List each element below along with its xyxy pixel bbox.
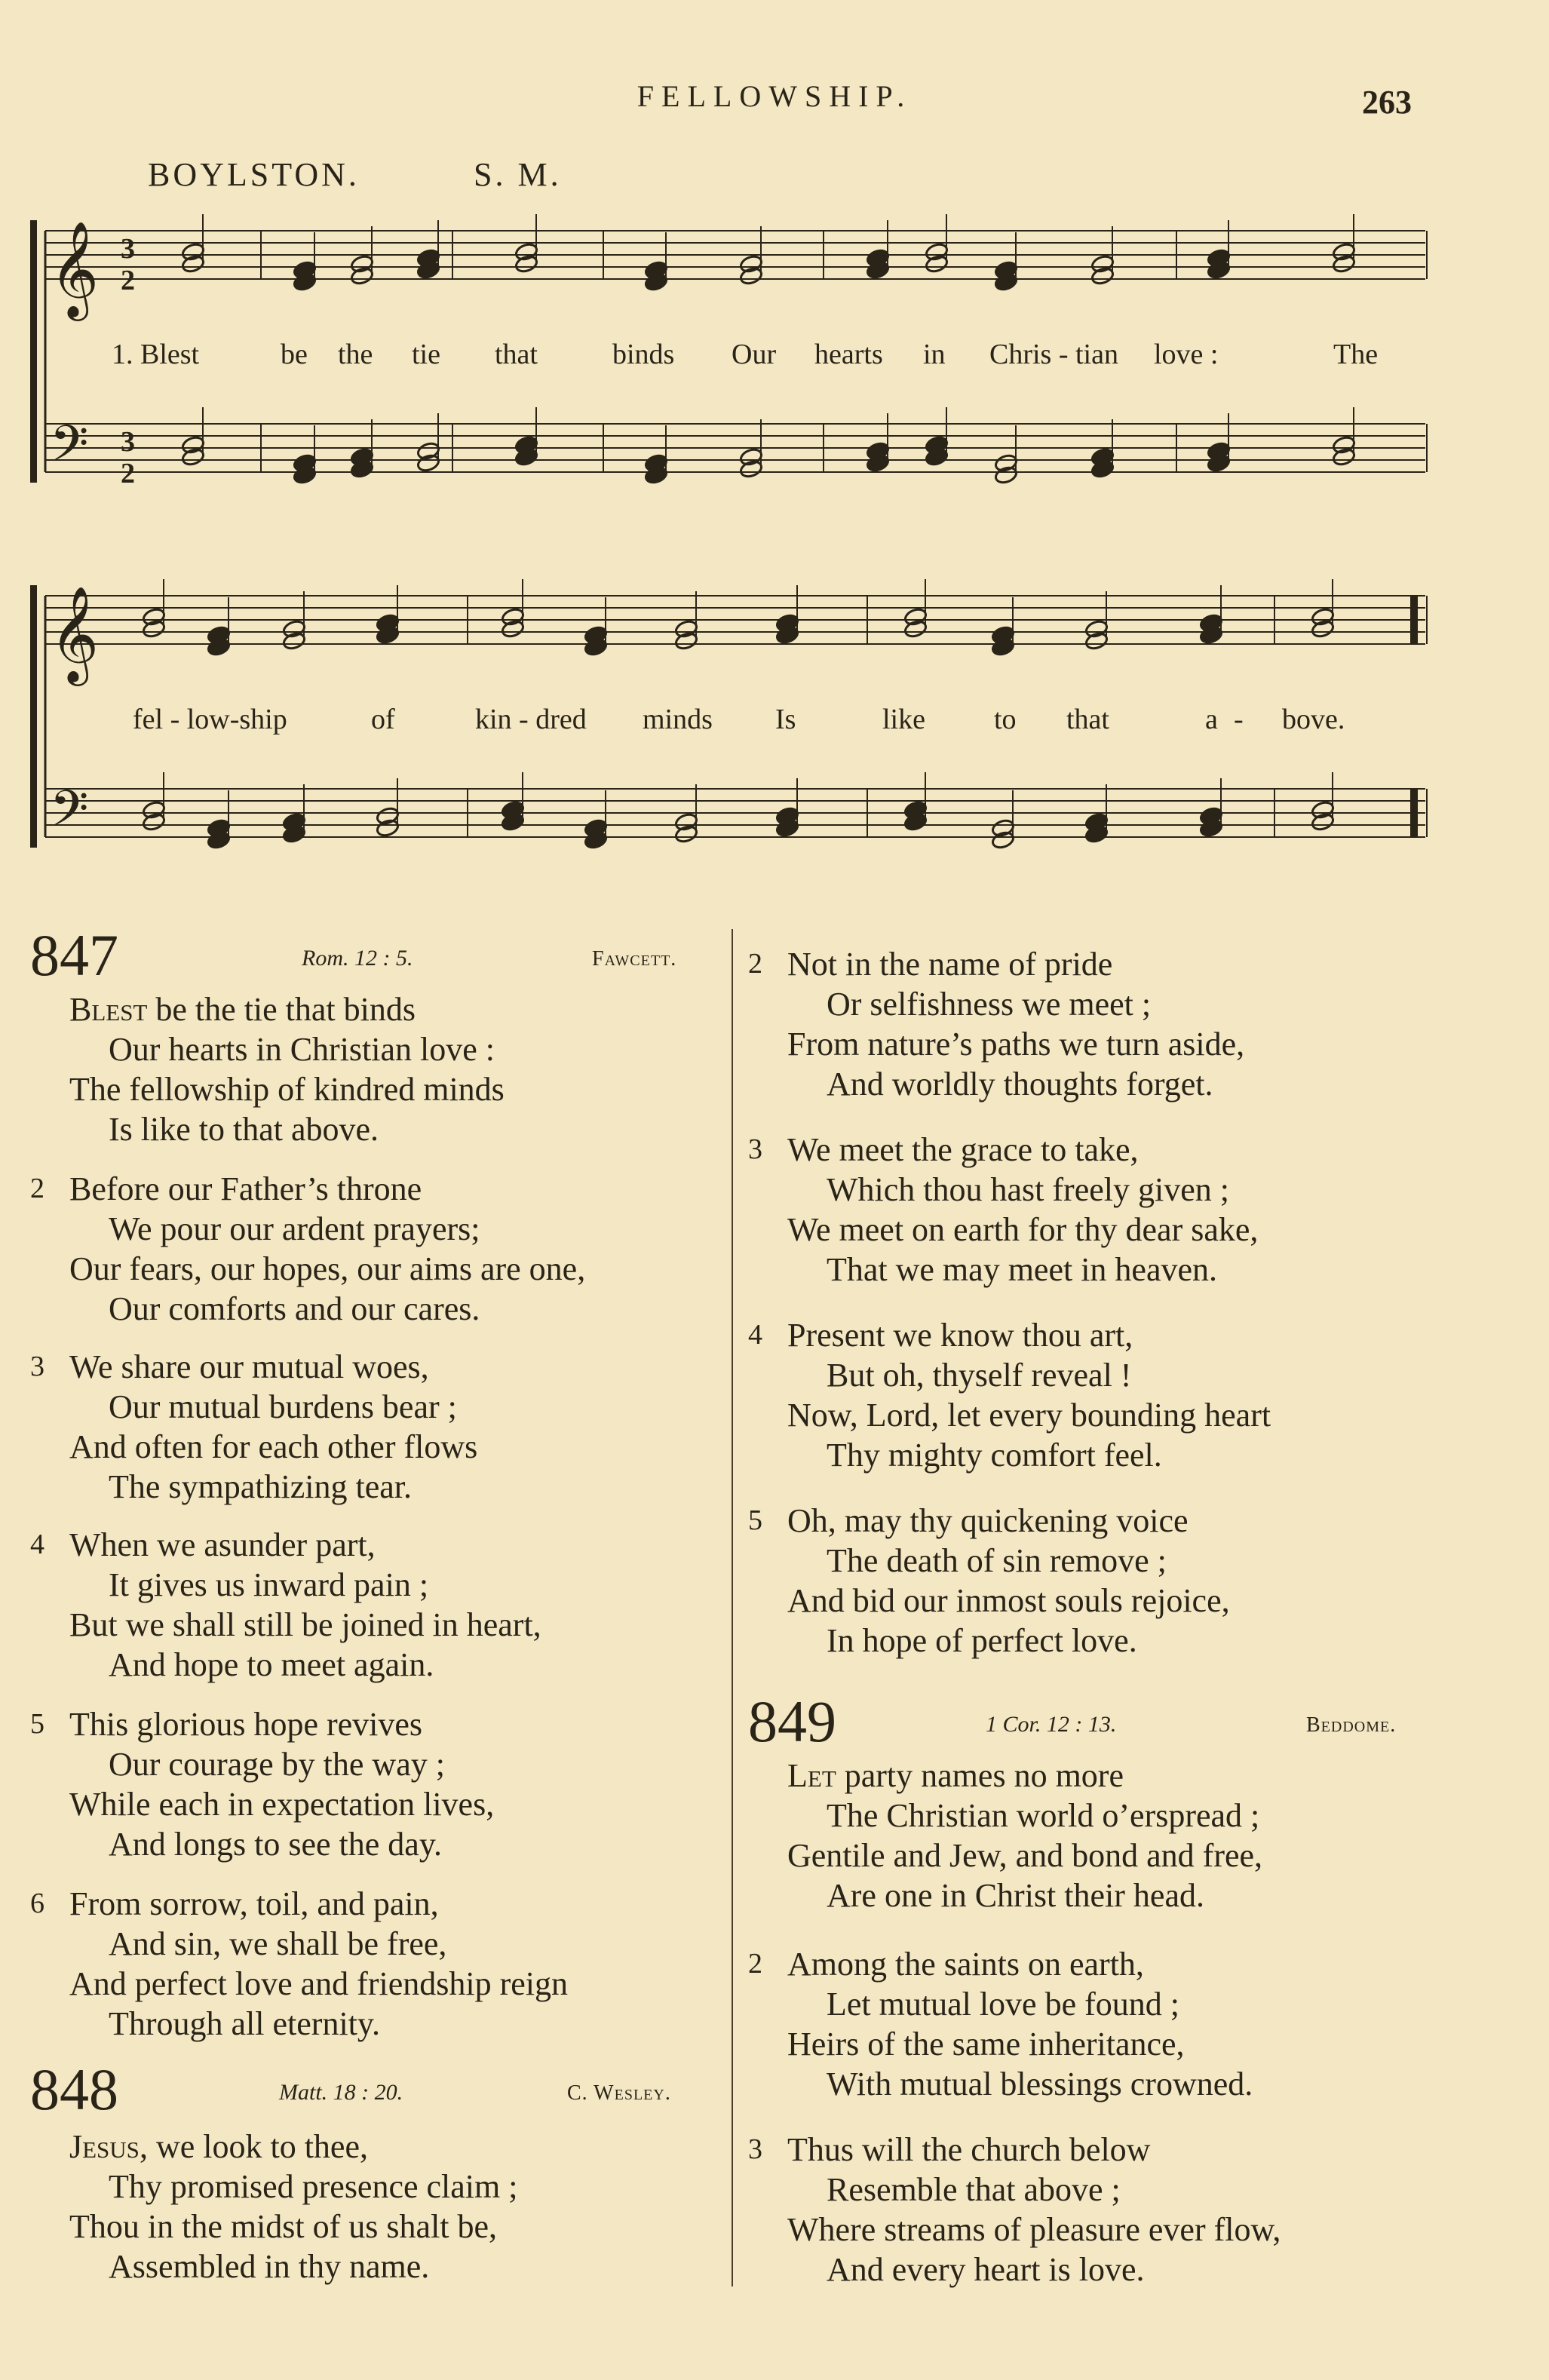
- verse-line: Thy mighty comfort feel.: [827, 1437, 1162, 1474]
- verse-847-6: [69, 1884, 568, 2044]
- verse-number: 3: [30, 1351, 44, 1382]
- verse-first-word: Blest: [69, 991, 148, 1028]
- verse-line: Now, Lord, let every bounding heart: [787, 1397, 1271, 1434]
- verse-line: But oh, thyself reveal !: [827, 1357, 1132, 1394]
- lyric-syllable: fel - low-ship: [133, 704, 287, 735]
- lyric-syllable: love :: [1154, 339, 1219, 370]
- verse-848-3: [787, 1130, 1258, 1290]
- verse-line: This glorious hope revives: [69, 1706, 423, 1743]
- verse-line: The fellowship of kindred minds: [69, 1071, 505, 1108]
- scripture-reference: Matt. 18 : 20.: [279, 2080, 403, 2105]
- verse-line: Which thou hast freely given ;: [827, 1171, 1229, 1208]
- lyric-syllable: 1. Blest: [112, 339, 200, 370]
- lyric-syllable: binds: [612, 339, 675, 370]
- verse-number: 5: [30, 1708, 44, 1740]
- verse-line: Heirs of the same inheritance,: [787, 2026, 1185, 2063]
- verse-line: And sin, we shall be free,: [109, 1925, 447, 1962]
- verse-848-1: [69, 2127, 517, 2286]
- verse-849-2: [787, 1944, 1253, 2104]
- lyrics-line-1: [112, 339, 1378, 370]
- verse-line: Our comforts and our cares.: [109, 1290, 480, 1327]
- lyric-syllable: a: [1205, 704, 1218, 735]
- lyric-syllable: in: [923, 339, 946, 370]
- column-divider: [732, 929, 733, 2286]
- page-number: 263: [1362, 84, 1412, 121]
- verse-line: Thou in the midst of us shalt be,: [69, 2208, 498, 2245]
- time-signature-bottom: 2: [121, 265, 135, 296]
- verse-848-5: [787, 1501, 1230, 1661]
- bass-clef: 𝄢: [50, 415, 89, 485]
- verse-line: Not in the name of pride: [787, 946, 1113, 983]
- verse-line: Among the saints on earth,: [787, 1946, 1144, 1983]
- lyric-syllable: that: [495, 339, 538, 370]
- verse-line: While each in expectation lives,: [69, 1786, 495, 1823]
- verse-line: The death of sin remove ;: [827, 1542, 1167, 1579]
- verse-line: Blest be the tie that binds: [69, 991, 416, 1028]
- lyric-syllable: hearts: [814, 339, 883, 370]
- lyric-syllable: The: [1333, 339, 1379, 370]
- scripture-reference: Rom. 12 : 5.: [302, 946, 413, 971]
- verse-number: 2: [748, 948, 762, 980]
- hymn-number: 847: [30, 922, 118, 988]
- lyric-syllable: bove.: [1282, 704, 1345, 735]
- lyric-syllable: be: [281, 339, 308, 370]
- verse-line: And bid our inmost souls rejoice,: [787, 1582, 1230, 1619]
- verse-line: Our hearts in Christian love :: [109, 1031, 495, 1068]
- verse-line: We share our mutual woes,: [69, 1348, 429, 1385]
- verse-line: Our fears, our hopes, our aims are one,: [69, 1250, 586, 1287]
- verse-line: And worldly thoughts forget.: [827, 1066, 1213, 1103]
- verse-number: 4: [30, 1529, 44, 1560]
- system-bracket: [30, 585, 37, 848]
- lyric-syllable: that: [1066, 704, 1109, 735]
- verse-847-3: [69, 1347, 477, 1507]
- lyric-syllable: of: [371, 704, 395, 735]
- hymn-author: Beddome.: [1306, 1713, 1397, 1737]
- verse-line: Our courage by the way ;: [109, 1746, 445, 1783]
- final-barline: [1410, 789, 1418, 837]
- scripture-reference: 1 Cor. 12 : 13.: [986, 1712, 1117, 1737]
- verse-line: And hope to meet again.: [109, 1646, 434, 1683]
- system-bracket: [30, 220, 37, 483]
- section-title: FELLOWSHIP.: [636, 79, 913, 113]
- verse-line: And every heart is love.: [827, 2251, 1145, 2288]
- verse-number: 2: [30, 1173, 44, 1204]
- verse-line: The sympathizing tear.: [109, 1468, 412, 1505]
- verse-number: 3: [748, 2133, 762, 2165]
- verse-849-3: [787, 2130, 1281, 2290]
- verse-line: Are one in Christ their head.: [827, 1877, 1204, 1914]
- verse-number: 4: [748, 1319, 762, 1351]
- lyric-syllable: Is: [775, 704, 796, 735]
- hymn-author: C. Wesley.: [567, 2081, 671, 2105]
- verse-847-1: [69, 989, 505, 1149]
- verse-line: It gives us inward pain ;: [109, 1566, 429, 1603]
- lyric-syllable: Chris - tian: [989, 339, 1118, 370]
- time-signature-top: 3: [121, 426, 135, 458]
- lyric-syllable: to: [994, 704, 1017, 735]
- lyric-syllable: tie: [412, 339, 440, 370]
- treble-clef: 𝄞: [50, 585, 100, 682]
- verse-847-4: [69, 1525, 541, 1685]
- lyric-syllable: Our: [732, 339, 777, 370]
- music-score: [0, 0, 1549, 905]
- verse-line: Where streams of pleasure ever flow,: [787, 2211, 1281, 2248]
- time-signature-bottom: 2: [121, 458, 135, 489]
- verse-line: The Christian world o’erspread ;: [827, 1797, 1260, 1834]
- lyric-syllable: -: [1234, 704, 1244, 735]
- verse-line: Let mutual love be found ;: [827, 1986, 1179, 2023]
- verse-line: Our mutual burdens bear ;: [109, 1388, 457, 1425]
- lyric-syllable: like: [882, 704, 925, 735]
- lyric-syllable: the: [338, 339, 373, 370]
- verse-line: We pour our ardent prayers;: [109, 1210, 480, 1247]
- verse-847-5: [69, 1704, 494, 1864]
- verse-847-2: [69, 1169, 585, 1329]
- lyrics-line-2: [133, 704, 1345, 735]
- verse-number: 6: [30, 1888, 44, 1919]
- verse-line: In hope of perfect love.: [827, 1622, 1137, 1659]
- final-barline: [1410, 596, 1418, 644]
- treble-clef: 𝄞: [50, 220, 100, 317]
- verse-line: Is like to that above.: [109, 1111, 379, 1148]
- hymn-number: 849: [748, 1688, 836, 1754]
- verse-line: But we shall still be joined in heart,: [69, 1606, 541, 1643]
- time-signature-top: 3: [121, 233, 135, 265]
- verse-first-word: Jesus: [69, 2128, 140, 2165]
- verse-line: Present we know thou art,: [787, 1317, 1133, 1354]
- verse-line: Assembled in thy name.: [109, 2248, 430, 2285]
- verse-number: 5: [748, 1504, 762, 1536]
- verse-line: Through all eternity.: [109, 2005, 381, 2042]
- verse-line: Let party names no more: [787, 1757, 1124, 1794]
- verse-line: And perfect love and friendship reign: [69, 1965, 568, 2002]
- verse-first-word: Let: [787, 1757, 836, 1794]
- hymn-heading-849: [748, 1688, 1442, 1754]
- bass-clef: 𝄢: [50, 780, 89, 850]
- verse-line: From nature’s paths we turn aside,: [787, 1026, 1245, 1063]
- verse-line: Resemble that above ;: [827, 2171, 1121, 2208]
- verse-line: And longs to see the day.: [109, 1826, 442, 1863]
- hymn-heading-847: [30, 922, 716, 988]
- hymn-number: 848: [30, 2056, 118, 2122]
- verse-number: 2: [748, 1948, 762, 1980]
- hymn-author: Fawcett.: [592, 947, 677, 971]
- verse-line: Gentile and Jew, and bond and free,: [787, 1837, 1263, 1874]
- lyric-syllable: kin - dred: [475, 704, 587, 735]
- verse-848-2: [787, 944, 1244, 1104]
- verse-line: Oh, may thy quickening voice: [787, 1502, 1189, 1539]
- verse-line: Thus will the church below: [787, 2131, 1151, 2168]
- verse-line: With mutual blessings crowned.: [827, 2066, 1253, 2102]
- verse-line: Thy promised presence claim ;: [109, 2168, 518, 2205]
- verse-line: Jesus, we look to thee,: [69, 2128, 368, 2165]
- verse-number: 3: [748, 1133, 762, 1165]
- verse-line: We meet the grace to take,: [787, 1131, 1139, 1168]
- hymn-heading-848: [30, 2056, 716, 2122]
- verse-line: And often for each other flows: [69, 1428, 478, 1465]
- tune-name: BOYLSTON.: [148, 156, 360, 193]
- verse-848-4: [787, 1315, 1271, 1475]
- verse-line: Or selfishness we meet ;: [827, 986, 1152, 1023]
- verse-line: Before our Father’s throne: [69, 1170, 422, 1207]
- verse-line: When we asunder part,: [69, 1526, 376, 1563]
- lyric-syllable: minds: [643, 704, 713, 735]
- verse-line: That we may meet in heaven.: [827, 1251, 1218, 1288]
- verse-line: We meet on earth for thy dear sake,: [787, 1211, 1259, 1248]
- verse-line: From sorrow, toil, and pain,: [69, 1885, 439, 1922]
- tune-meter: S. M.: [474, 156, 562, 193]
- verse-849-1: [787, 1756, 1262, 1915]
